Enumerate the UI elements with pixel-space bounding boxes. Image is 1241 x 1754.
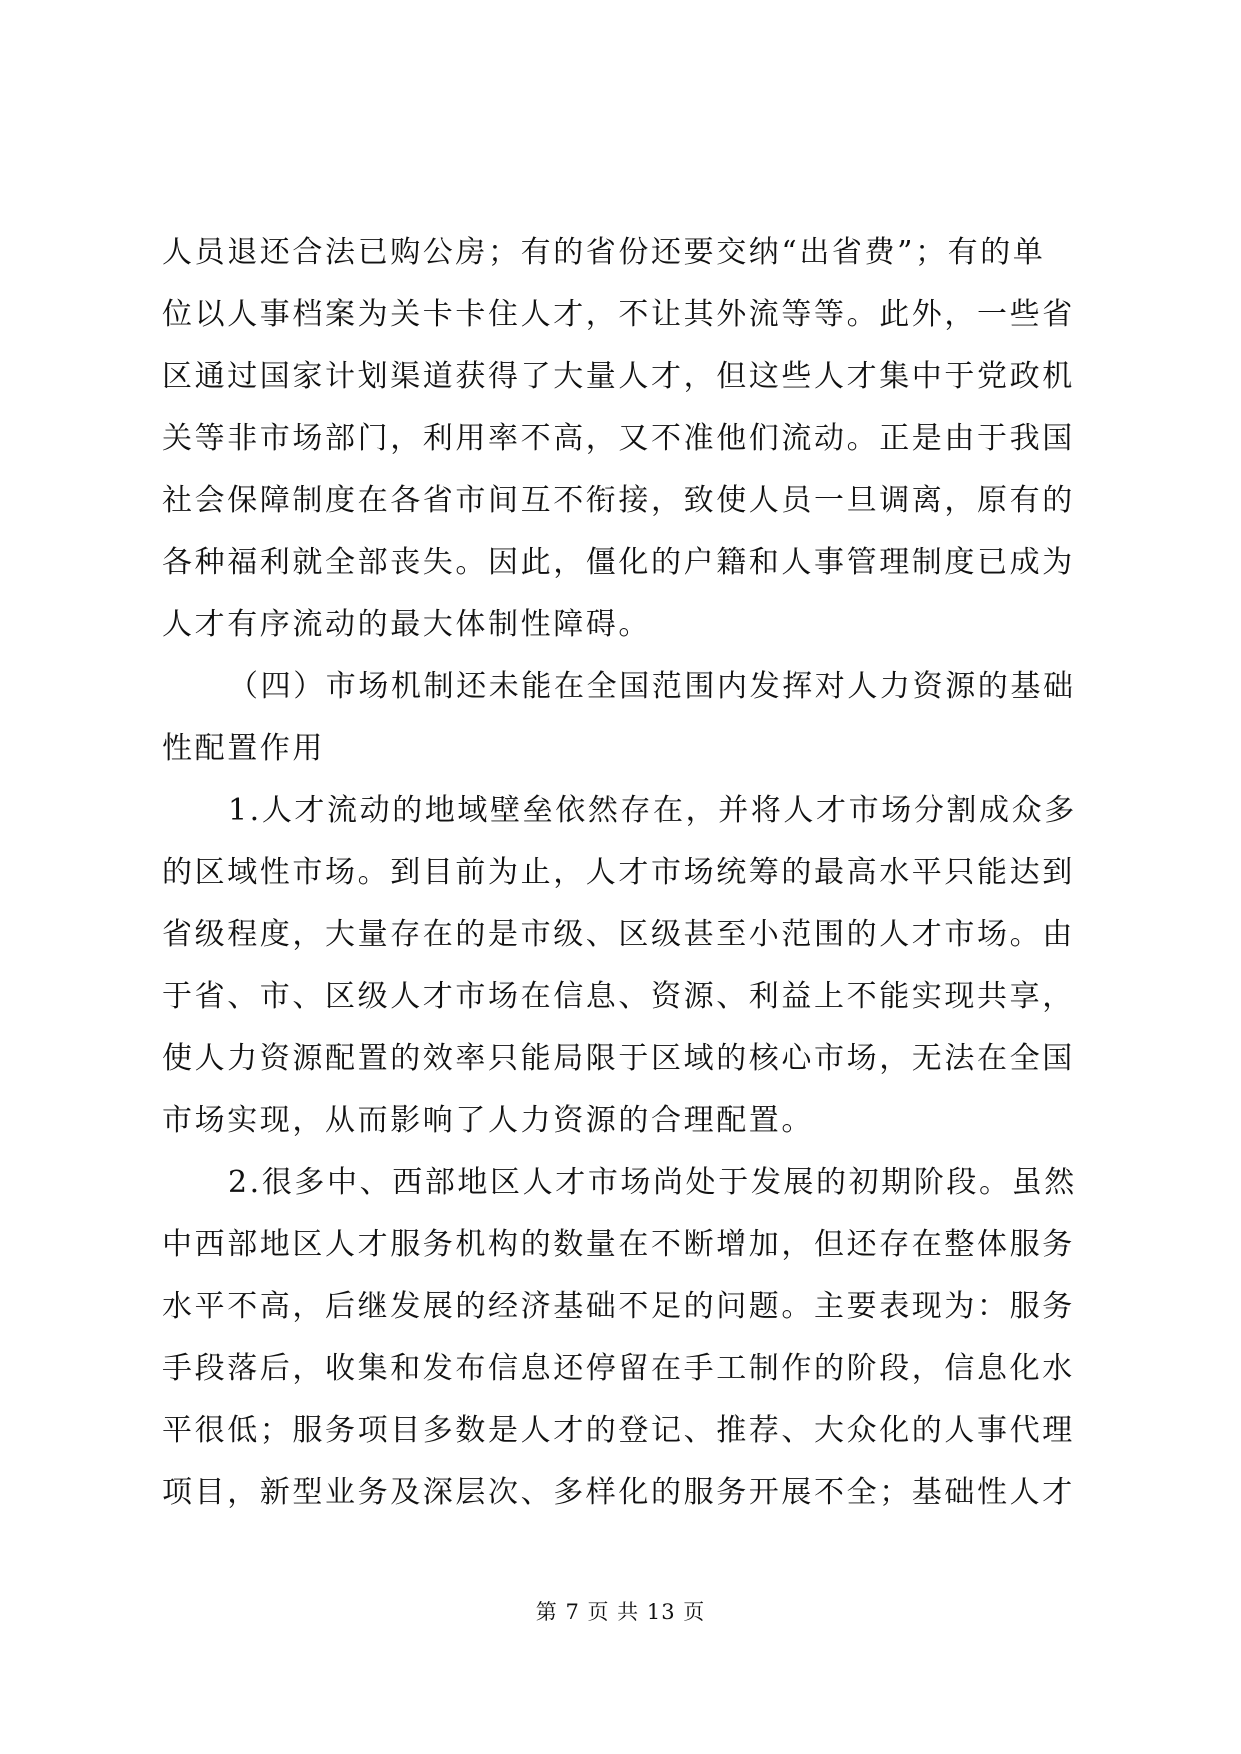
text-line: 使人力资源配置的效率只能局限于区域的核心市场，无法在全国: [162, 1041, 1075, 1076]
text-line: 社会保障制度在各省市间互不衔接，致使人员一旦调离，原有的: [162, 483, 1075, 518]
text-line: 平很低；服务项目多数是人才的登记、推荐、大众化的人事代理: [162, 1413, 1075, 1448]
text-line: 区通过国家计划渠道获得了大量人才，但这些人才集中于党政机: [162, 359, 1075, 394]
body-text: [162, 222, 1082, 1524]
text-line: 手段落后，收集和发布信息还停留在手工制作的阶段，信息化水: [162, 1351, 1075, 1386]
page-number-footer: 第 7 页 共 13 页: [535, 1600, 706, 1624]
paragraph-start-line: 2.很多中、西部地区人才市场尚处于发展的初期阶段。虽然: [228, 1165, 1077, 1200]
text-line: 中西部地区人才服务机构的数量在不断增加，但还存在整体服务: [162, 1227, 1075, 1262]
text-line: 水平不高，后继发展的经济基础不足的问题。主要表现为：服务: [162, 1289, 1075, 1324]
text-line: 位以人事档案为关卡卡住人才，不让其外流等等。此外，一些省: [162, 297, 1075, 332]
text-line: 人才有序流动的最大体制性障碍。: [162, 607, 651, 642]
text-line: 项目，新型业务及深层次、多样化的服务开展不全；基础性人才: [162, 1475, 1075, 1510]
text-line: 的区域性市场。到目前为止，人才市场统筹的最高水平只能达到: [162, 855, 1075, 890]
text-line: 市场实现，从而影响了人力资源的合理配置。: [162, 1103, 814, 1138]
text-line: 于省、市、区级人才市场在信息、资源、利益上不能实现共享，: [162, 979, 1075, 1014]
section-heading-line: （四）市场机制还未能在全国范围内发挥对人力资源的基础: [228, 669, 1076, 704]
text-line: 关等非市场部门，利用率不高，又不准他们流动。正是由于我国: [162, 421, 1075, 456]
text-line: 省级程度，大量存在的是市级、区级甚至小范围的人才市场。由: [162, 917, 1075, 952]
section-heading-line: 性配置作用: [162, 731, 325, 766]
text-line: 各种福利就全部丧失。因此，僵化的户籍和人事管理制度已成为: [162, 545, 1075, 580]
text-line: 人员退还合法已购公房；有的省份还要交纳“出省费”；有的单: [162, 235, 1046, 270]
paragraph-start-line: 1.人才流动的地域壁垒依然存在，并将人才市场分割成众多: [228, 793, 1077, 828]
